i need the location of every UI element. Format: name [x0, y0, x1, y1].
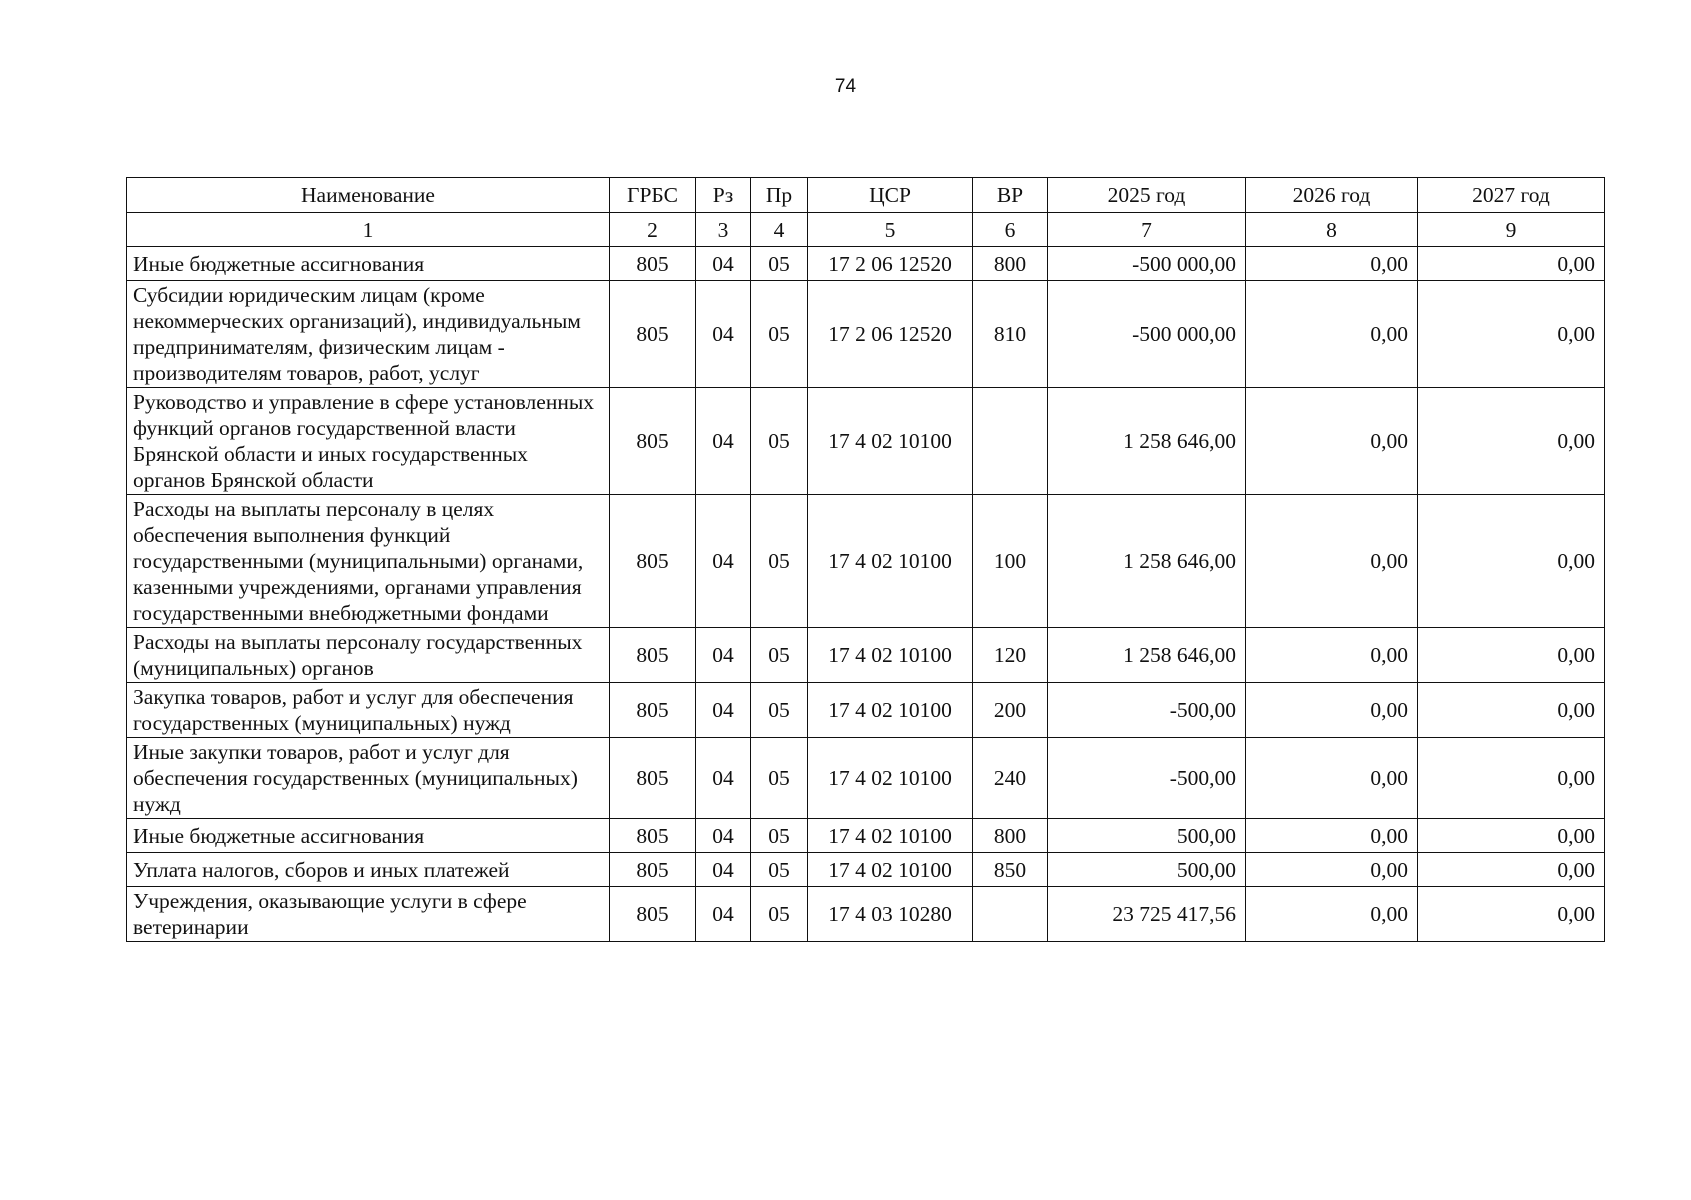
row-grbs: 805	[610, 495, 696, 628]
row-amount-2027: 0,00	[1418, 388, 1605, 495]
row-amount-2026: 0,00	[1246, 281, 1418, 388]
row-amount-2025: 500,00	[1048, 819, 1246, 853]
row-name: Субсидии юридическим лицам (кроме некоммерческих организаций), индивидуальным предпринимателям, физическим лицам - производителям товаров, работ, услуг	[127, 281, 610, 388]
row-amount-2027: 0,00	[1418, 281, 1605, 388]
row-amount-2025: -500,00	[1048, 738, 1246, 819]
row-rz: 04	[696, 853, 751, 887]
header-rz: Рз	[696, 178, 751, 213]
row-vr: 240	[973, 738, 1048, 819]
row-grbs: 805	[610, 887, 696, 942]
row-pr: 05	[751, 388, 808, 495]
row-grbs: 805	[610, 281, 696, 388]
row-amount-2025: 500,00	[1048, 853, 1246, 887]
row-csr: 17 4 02 10100	[808, 853, 973, 887]
row-vr: 120	[973, 628, 1048, 683]
column-number: 5	[808, 213, 973, 247]
row-amount-2026: 0,00	[1246, 819, 1418, 853]
header-vr: ВР	[973, 178, 1048, 213]
column-number: 1	[127, 213, 610, 247]
row-pr: 05	[751, 887, 808, 942]
header-name: Наименование	[127, 178, 610, 213]
header-pr: Пр	[751, 178, 808, 213]
row-amount-2026: 0,00	[1246, 495, 1418, 628]
table-row	[127, 495, 1605, 628]
row-grbs: 805	[610, 628, 696, 683]
row-vr: 810	[973, 281, 1048, 388]
row-amount-2025: 23 725 417,56	[1048, 887, 1246, 942]
row-grbs: 805	[610, 247, 696, 281]
column-number: 3	[696, 213, 751, 247]
row-amount-2027: 0,00	[1418, 628, 1605, 683]
row-grbs: 805	[610, 853, 696, 887]
column-number: 4	[751, 213, 808, 247]
row-name: Учреждения, оказывающие услуги в сфере ветеринарии	[127, 887, 610, 942]
row-csr: 17 4 02 10100	[808, 819, 973, 853]
header-2026: 2026 год	[1246, 178, 1418, 213]
row-pr: 05	[751, 495, 808, 628]
row-name: Иные бюджетные ассигнования	[127, 247, 610, 281]
row-amount-2027: 0,00	[1418, 247, 1605, 281]
row-name: Иные бюджетные ассигнования	[127, 819, 610, 853]
header-2025: 2025 год	[1048, 178, 1246, 213]
column-number-row	[127, 213, 1605, 247]
row-amount-2025: -500,00	[1048, 683, 1246, 738]
row-amount-2027: 0,00	[1418, 683, 1605, 738]
row-csr: 17 4 03 10280	[808, 887, 973, 942]
row-name: Закупка товаров, работ и услуг для обеспечения государственных (муниципальных) нужд	[127, 683, 610, 738]
row-rz: 04	[696, 738, 751, 819]
row-grbs: 805	[610, 819, 696, 853]
row-csr: 17 4 02 10100	[808, 738, 973, 819]
column-number: 6	[973, 213, 1048, 247]
row-rz: 04	[696, 819, 751, 853]
row-pr: 05	[751, 628, 808, 683]
row-vr: 850	[973, 853, 1048, 887]
header-row	[127, 178, 1605, 213]
row-amount-2026: 0,00	[1246, 738, 1418, 819]
table-row	[127, 281, 1605, 388]
row-amount-2026: 0,00	[1246, 683, 1418, 738]
row-amount-2027: 0,00	[1418, 819, 1605, 853]
page-number: 74	[834, 76, 857, 97]
row-rz: 04	[696, 887, 751, 942]
row-grbs: 805	[610, 683, 696, 738]
table-row	[127, 819, 1605, 853]
row-name: Расходы на выплаты персоналу в целях обеспечения выполнения функций государственными (муниципальными) органами, казенными учреждениями, органами управления государственными внебюджетными фондами	[127, 495, 610, 628]
row-grbs: 805	[610, 388, 696, 495]
table-row	[127, 247, 1605, 281]
table-row	[127, 683, 1605, 738]
row-csr: 17 2 06 12520	[808, 247, 973, 281]
row-amount-2026: 0,00	[1246, 853, 1418, 887]
table-row	[127, 628, 1605, 683]
row-amount-2027: 0,00	[1418, 853, 1605, 887]
row-name: Расходы на выплаты персоналу государственных (муниципальных) органов	[127, 628, 610, 683]
row-pr: 05	[751, 819, 808, 853]
row-pr: 05	[751, 738, 808, 819]
row-rz: 04	[696, 281, 751, 388]
row-name: Руководство и управление в сфере установленных функций органов государственной власти Брянской области и иных государственных органов Брянской области	[127, 388, 610, 495]
row-vr: 800	[973, 819, 1048, 853]
table-row	[127, 853, 1605, 887]
row-pr: 05	[751, 683, 808, 738]
row-vr: 800	[973, 247, 1048, 281]
row-rz: 04	[696, 247, 751, 281]
row-amount-2026: 0,00	[1246, 628, 1418, 683]
row-csr: 17 4 02 10100	[808, 683, 973, 738]
row-amount-2025: -500 000,00	[1048, 281, 1246, 388]
row-csr: 17 4 02 10100	[808, 495, 973, 628]
row-rz: 04	[696, 628, 751, 683]
row-csr: 17 4 02 10100	[808, 628, 973, 683]
column-number: 2	[610, 213, 696, 247]
header-csr: ЦСР	[808, 178, 973, 213]
row-amount-2026: 0,00	[1246, 388, 1418, 495]
row-rz: 04	[696, 683, 751, 738]
row-amount-2027: 0,00	[1418, 495, 1605, 628]
row-rz: 04	[696, 388, 751, 495]
row-csr: 17 4 02 10100	[808, 388, 973, 495]
column-number: 8	[1246, 213, 1418, 247]
row-vr	[973, 388, 1048, 495]
header-2027: 2027 год	[1418, 178, 1605, 213]
row-vr: 100	[973, 495, 1048, 628]
table-row	[127, 887, 1605, 942]
row-amount-2026: 0,00	[1246, 247, 1418, 281]
row-name: Уплата налогов, сборов и иных платежей	[127, 853, 610, 887]
row-amount-2025: 1 258 646,00	[1048, 628, 1246, 683]
row-pr: 05	[751, 853, 808, 887]
row-pr: 05	[751, 281, 808, 388]
row-amount-2025: 1 258 646,00	[1048, 388, 1246, 495]
table-row	[127, 388, 1605, 495]
row-amount-2027: 0,00	[1418, 887, 1605, 942]
row-rz: 04	[696, 495, 751, 628]
table-row	[127, 738, 1605, 819]
row-amount-2025: -500 000,00	[1048, 247, 1246, 281]
row-pr: 05	[751, 247, 808, 281]
row-amount-2026: 0,00	[1246, 887, 1418, 942]
row-vr	[973, 887, 1048, 942]
row-vr: 200	[973, 683, 1048, 738]
column-number: 9	[1418, 213, 1605, 247]
row-name: Иные закупки товаров, работ и услуг для обеспечения государственных (муниципальных) нужд	[127, 738, 610, 819]
row-csr: 17 2 06 12520	[808, 281, 973, 388]
budget-table	[126, 177, 1605, 942]
row-amount-2027: 0,00	[1418, 738, 1605, 819]
row-grbs: 805	[610, 738, 696, 819]
column-number: 7	[1048, 213, 1246, 247]
header-grbs: ГРБС	[610, 178, 696, 213]
row-amount-2025: 1 258 646,00	[1048, 495, 1246, 628]
